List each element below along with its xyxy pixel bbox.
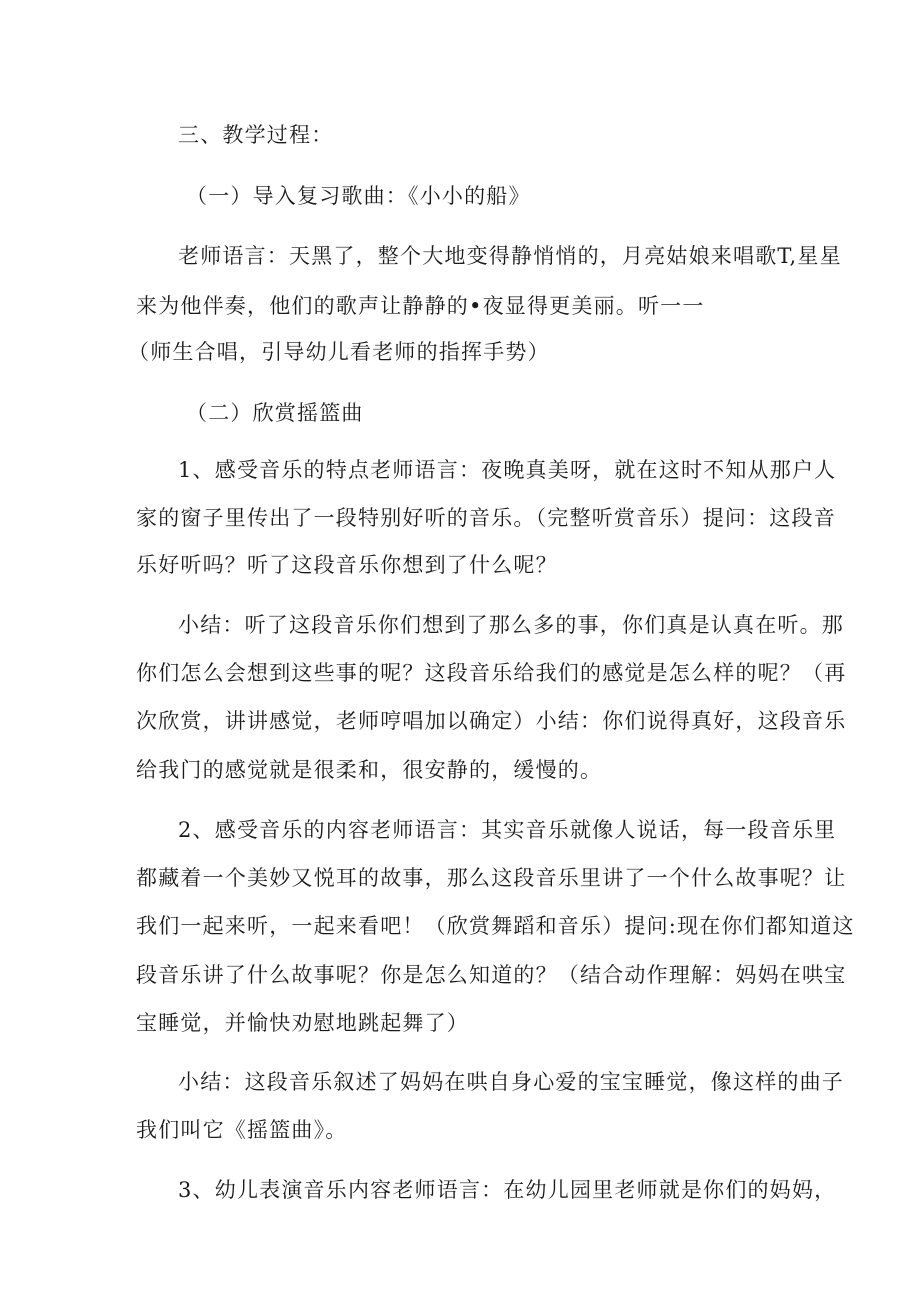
- paragraph-4-line-4: 段音乐讲了什么故事呢？你是怎么知道的？（结合动作理解：妈妈在哄宝: [136, 963, 847, 987]
- paragraph-3-line-3: 次欣赏，讲讲感觉，老师哼唱加以确定）小结：你们说得真好，这段音乐: [136, 709, 847, 733]
- paragraph-2-line-1: 1、感受音乐的特点老师语言：夜晚真美呀，就在这时不知从那户人: [178, 458, 837, 482]
- paragraph-3-line-4: 给我门的感觉就是很柔和，很安静的，缓慢的。: [136, 758, 603, 782]
- paragraph-3-line-1: 小结：听了这段音乐你们想到了那么多的事，你们真是认真在听。那: [178, 613, 844, 637]
- subsection-heading-1: （一）导入复习歌曲：《小小的船》: [186, 184, 531, 208]
- paragraph-4-line-5: 宝睡觉，并愉快劝慰地跳起舞了）: [136, 1011, 469, 1035]
- paragraph-3-line-2: 你们怎么会想到这些事的呢？这段音乐给我们的感觉是怎么样的呢？（再: [136, 661, 847, 685]
- paragraph-6-line-1: 3、幼儿表演音乐内容老师语言：在幼儿园里老师就是你们的妈妈，: [178, 1178, 837, 1202]
- paragraph-1-line-2: 来为他伴奏，他们的歌声让静静的•夜显得更美丽。听一一: [136, 294, 705, 318]
- paragraph-5-line-1: 小结：这段音乐叙述了妈妈在哄自身心爱的宝宝睡觉，像这样的曲子: [178, 1070, 844, 1094]
- paragraph-4-line-2: 都藏着一个美妙又悦耳的故事，那么这段音乐里讲了一个什么故事呢？让: [136, 866, 847, 890]
- paragraph-2-line-2: 家的窗子里传出了一段特别好听的音乐。（完整听赏音乐）提问：这段音: [136, 506, 836, 530]
- paragraph-1-line-1: 老师语言：天黑了，整个大地变得静悄悄的，月亮姑娘来唱歌T,星星: [178, 244, 842, 268]
- section-heading: 三、教学过程：: [178, 123, 334, 147]
- paragraph-2-line-3: 乐好听吗？听了这段音乐你想到了什么呢？: [136, 553, 558, 577]
- subsection-heading-2: （二）欣赏摇篮曲: [186, 401, 364, 425]
- paragraph-1-note: （师生合唱，引导幼儿看老师的指挥手势）: [128, 340, 550, 364]
- paragraph-4-line-3: 我们一起来听，一起来看吧！（欣赏舞蹈和音乐）提问:现在你们都知道这: [136, 914, 855, 938]
- paragraph-4-line-1: 2、感受音乐的内容老师语言：其实音乐就像人说话，每一段音乐里: [178, 818, 837, 842]
- paragraph-5-line-2: 我们叫它《摇篮曲》。: [136, 1118, 348, 1142]
